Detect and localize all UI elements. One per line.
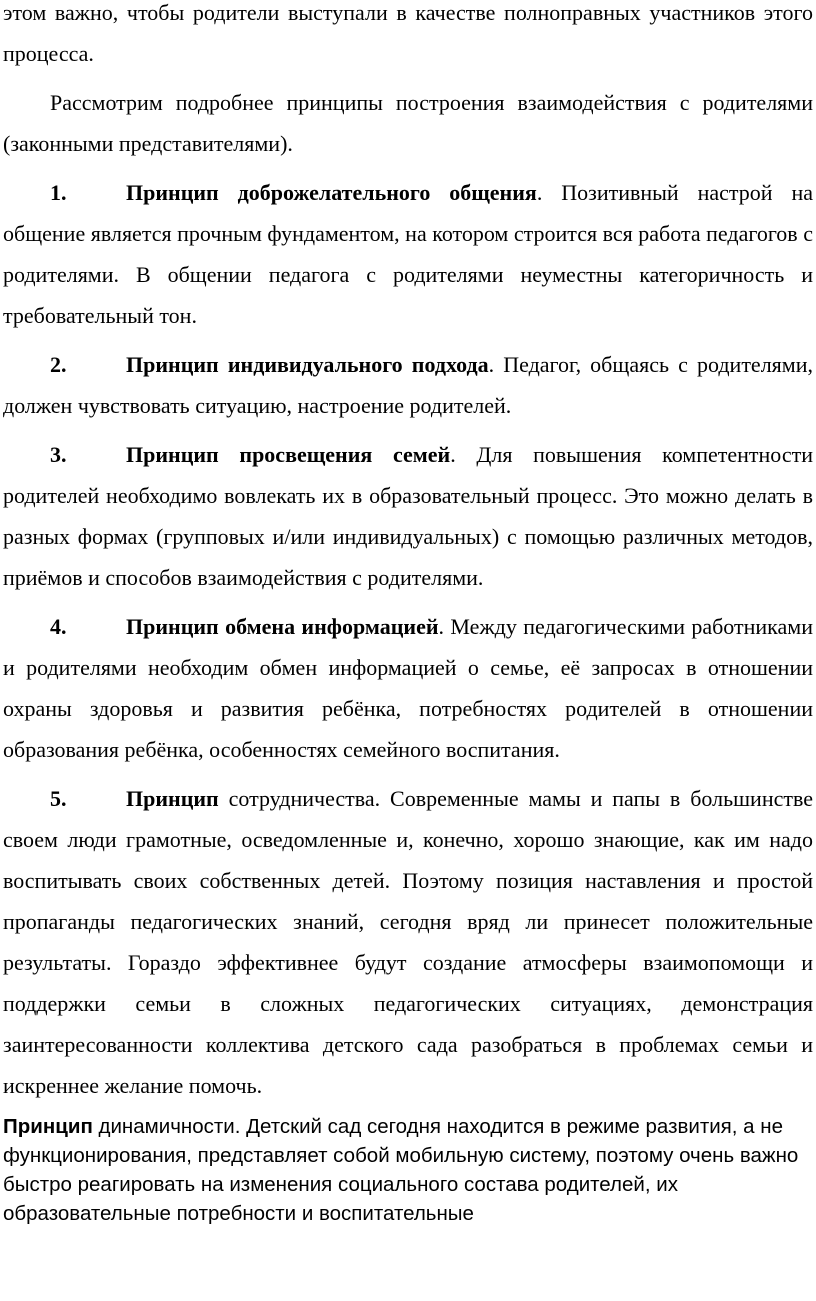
principle-title: Принцип доброжелательного общения (126, 180, 537, 205)
principle-text: динамичности. Детский сад сегодня находится в режиме развития, а не функционирования, представляет собой мобильную систему, поэтому очень важно быстро реагировать на изменения социального состава родителей, их образовательные потребности и воспитательные (3, 1115, 799, 1225)
paragraph-intro-tail (3, 0, 813, 74)
principle-title: Принцип обмена информацией (126, 614, 439, 639)
principle-3 (3, 434, 813, 598)
principle-4 (3, 606, 813, 770)
principle-2 (3, 344, 813, 426)
principle-title: Принцип просвещения семей (126, 442, 451, 467)
principle-number: 5. (50, 786, 67, 811)
paragraph-text: Рассмотрим подробнее принципы построения взаимодействия с родителями (законными представителями). (3, 90, 813, 156)
document-page (3, 0, 813, 1228)
principle-text: . Позитивный настрой на общение является прочным фундаментом, на котором строится вся работа педагогов с родителями. В общении педагога с родителями неуместны категоричность и требовательный тон. (3, 180, 813, 328)
principle-number: 4. (50, 614, 67, 639)
principle-5 (3, 778, 813, 1106)
principle-title: Принцип индивидуального подхода (126, 352, 489, 377)
principle-title: Принцип (126, 786, 219, 811)
principle-text: . Между педагогическими работниками и родителями необходим обмен информацией о семье, её запросах в отношении охраны здоровья и развития ребёнка, потребностях родителей в отношении образования ребёнка, особенностях семейного воспитания. (3, 614, 813, 762)
principle-number: 1. (50, 180, 67, 205)
principle-title: Принцип (3, 1115, 93, 1138)
principle-text: сотрудничества. Современные мамы и папы в большинстве своем люди грамотные, осведомленные и, конечно, хорошо знающие, как им надо воспитывать своих собственных детей. Поэтому позиция наставления и простой пропаганды педагогических знаний, сегодня вряд ли принесет положительные результаты. Гораздо эффективнее будут создание атмосферы взаимопомощи и поддержки семьи в сложных педагогических ситуациях, демонстрация заинтересованности коллектива детского сада разобраться в проблемах семьи и искреннее желание помочь. (3, 786, 813, 1098)
principle-number: 2. (50, 352, 67, 377)
principle-text: . Педагог, общаясь с родителями, должен чувствовать ситуацию, настроение родителей. (3, 352, 813, 418)
principle-text: . Для повышения компетентности родителей необходимо вовлекать их в образовательный процесс. Это можно делать в разных формах (групповых и/или индивидуальных) с помощью различных методов, приёмов и способов взаимодействия с родителями. (3, 442, 813, 590)
paragraph-overview (3, 82, 813, 164)
principle-dynamism (3, 1112, 813, 1228)
principle-number: 3. (50, 442, 67, 467)
paragraph-text: этом важно, чтобы родители выступали в качестве полноправных участников этого процесса. (3, 0, 813, 66)
principle-1 (3, 172, 813, 336)
